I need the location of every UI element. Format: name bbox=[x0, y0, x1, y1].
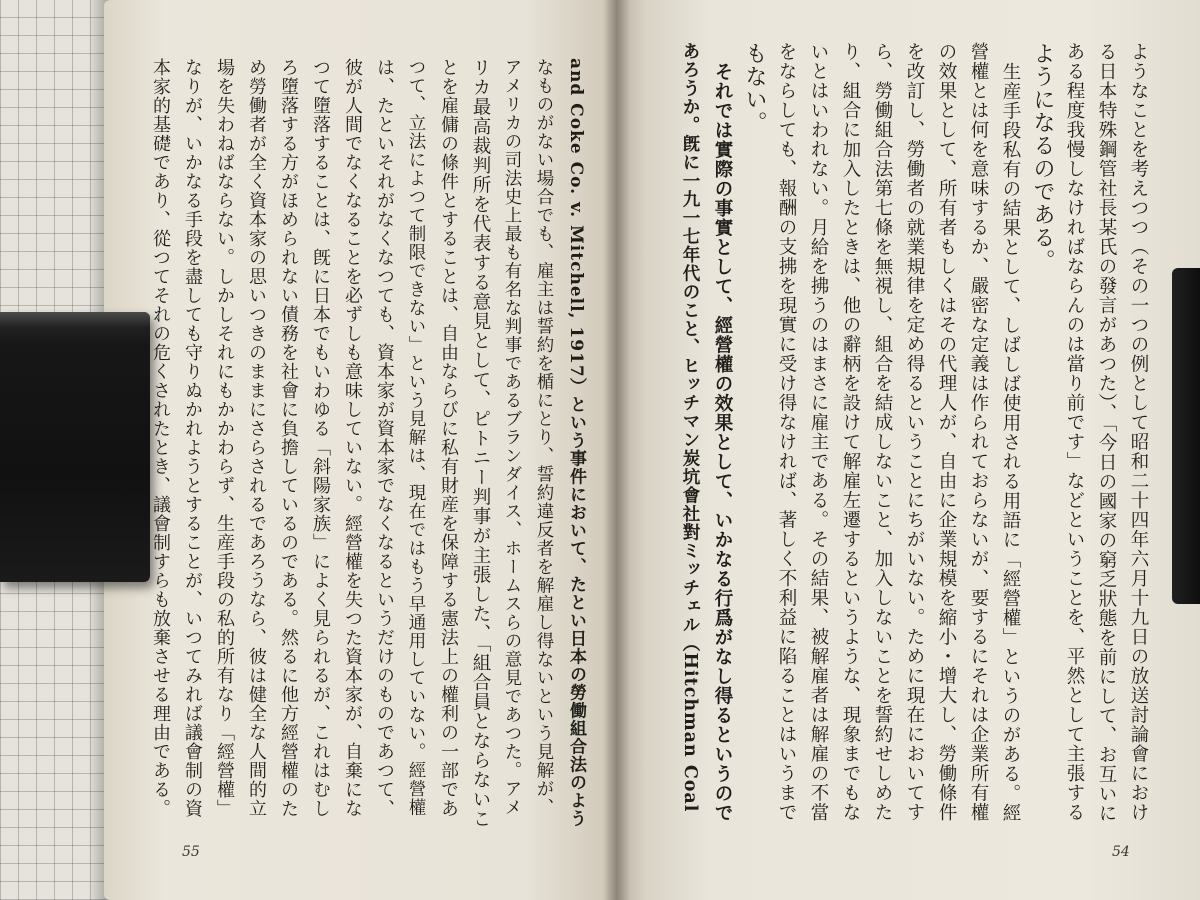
left-page-number: 55 bbox=[182, 844, 200, 860]
left-page-column-9: つて墮落することは、旣に日本でもいわゆる「斜陽家族」によく見られるが、これはむし bbox=[310, 58, 331, 818]
left-page-column-2: なものがない場合でも、雇主は誓約を楯にとり、誓約違反者を解雇し得ないという見解が、 bbox=[534, 58, 554, 817]
right-page-column-13: もない。 bbox=[742, 42, 767, 134]
right-page-column-11: いとはいわれない。月給を拂うのはまさに雇主である。その結果、被解雇者は解雇の不當 bbox=[808, 42, 829, 822]
left-page-column-10: ろ墮落する方がほめられない債務を社會に負擔しているのである。然るに他方經營權のた bbox=[278, 58, 299, 818]
left-page-column-5: とを雇傭の條件とすることは、自由ならびに私有財産を保障する憲法上の權利の一部であ bbox=[438, 58, 459, 818]
right-page-number: 54 bbox=[1112, 844, 1130, 860]
right-page-column-15: あろうか。旣に一九一七年代のこと、ヒッチマン炭坑會社對ミッチェル（Hitchman Coal bbox=[680, 42, 700, 813]
right-page-column-9: ら、勞働組合法第七條を無視し、組合を結成しないこと、加入しないことを誓約せしめた bbox=[872, 42, 893, 822]
left-binder-clip-edge bbox=[0, 312, 150, 326]
left-page-column-8: 彼が人間でなくなることを必ずしも意味していない。經營權を失つた資本家が、自棄にな bbox=[342, 58, 363, 818]
left-page-column-4: リカ最高裁判所を代表する意見として、ピトニー判事が主張した、「組合員とならないこ bbox=[470, 58, 491, 829]
left-page-column-12: 場を失わねばならない。しかしそれにもかかわらず、生産手段の私的所有なり「經營權」 bbox=[214, 58, 235, 818]
right-page-column-14: それでは實際の事實として、經營權の效果として、いかなる行爲がなし得るというので bbox=[712, 62, 733, 823]
left-page-column-14: 本家的基礎であり、從つてそれの危くされたとき、議會制すらも放棄させる理由である。 bbox=[150, 58, 171, 818]
book-gutter bbox=[604, 0, 630, 900]
right-page-column-1: ようなことを考えつつ（その一つの例として昭和二十四年六月十九日の放送討論會におけ bbox=[1128, 42, 1149, 822]
right-binder-clip bbox=[1172, 268, 1200, 604]
left-page-column-11: め勞働者が全く資本家の思いつきのままにさらされるであろうなら、彼は健全な人間的立 bbox=[246, 58, 267, 818]
left-page-column-13: なりが、いかなる手段を盡しても守りぬかれようとすることが、いつてみれば議會制の資 bbox=[182, 58, 203, 818]
left-page-column-3: アメリカの司法史上最も有名な判事であるブランダイス、ホームスらの意見であつた。アメ bbox=[502, 58, 522, 817]
left-page-column-7: は、たといそれがなくなつても、資本家が資本家でなくなるというだけのものであつて、 bbox=[374, 58, 395, 818]
right-page-column-8: を改訂し、勞働者の就業規律を定め得るということにちがいない。ために現在においてす bbox=[904, 42, 925, 822]
left-binder-clip bbox=[0, 312, 150, 582]
right-page-column-10: り、組合に加入したときは、他の辭柄を設けて解雇左遷するというような、現象までもな bbox=[840, 42, 861, 822]
right-page-column-7: の效果として、所有者もしくはその代理人が、自由に企業規模を縮小・增大し、勞働條件 bbox=[936, 42, 957, 822]
left-page-column-1: and Coke Co. v. Mitchell, 1917）という事件において、たとい日本の勞働組合法のよう bbox=[566, 58, 586, 828]
right-page-column-4: ようになるのである。 bbox=[1030, 42, 1055, 272]
right-page-column-5: 生産手段私有の結果として、しばしば使用される用語に「經營權」というのがある。經 bbox=[1000, 62, 1021, 823]
right-page-column-12: をならしても、報酬の支拂を現實に受け得なければ、著しく不利益に陷ることはいうまで bbox=[776, 42, 797, 822]
left-page-column-6: つて、立法によつて制限できない」という見解は、現在ではもう早通用していない。經營權 bbox=[406, 58, 426, 817]
right-page-column-3: ある程度我慢しなければならんのは當り前です」などということを、平然として主張する bbox=[1064, 42, 1085, 822]
right-page-column-6: 營權とは何を意味するか、嚴密な定義は作られておらないが、要するにそれは企業所有權 bbox=[968, 42, 989, 822]
right-page-column-2: る日本特殊鋼管社長某氏の發言があつた）、「今日の國家の窮乏狀態を前にして、お互いに bbox=[1096, 42, 1117, 823]
